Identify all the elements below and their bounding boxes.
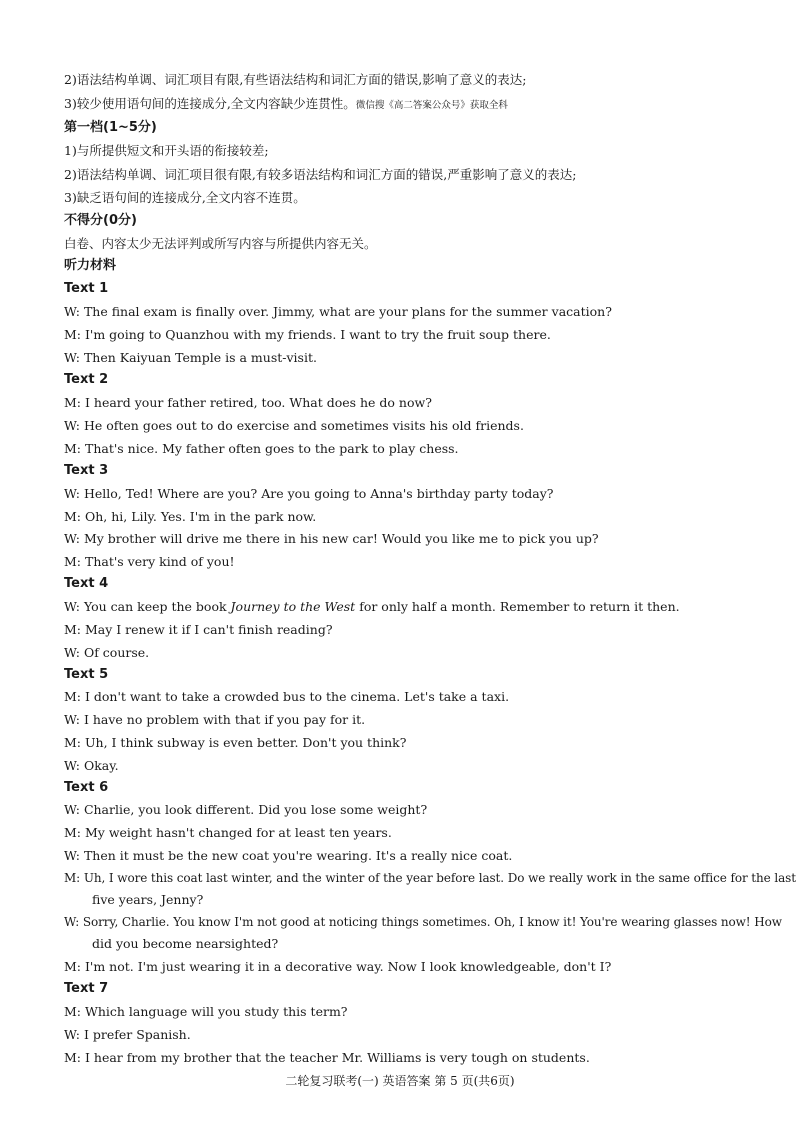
dialogue-line: W: Then Kaiyuan Temple is a must-visit.: [64, 350, 317, 365]
dialogue-line: M: Which language will you study this term?: [64, 1004, 348, 1019]
section-title: 听力材料: [64, 258, 117, 273]
dialogue-text: W: You can keep the book: [64, 599, 231, 614]
band-title: 第一档(1~5分): [64, 120, 157, 135]
dialogue-line: M: Uh, I think subway is even better. Don't you think?: [64, 735, 407, 750]
dialogue-line: W: Of course.: [64, 645, 150, 660]
dialogue-line: W: I prefer Spanish.: [64, 1027, 191, 1042]
dialogue-line: M: Uh, I wore this coat last winter, and the winter of the year before last. Do we really work in the same office for the last: [64, 871, 796, 885]
text-title: Text 3: [64, 463, 109, 478]
watermark-note: 微信搜《高二答案公众号》获取全科: [355, 100, 508, 111]
dialogue-line: W: My brother will drive me there in his new car! Would you like me to pick you up?: [64, 531, 599, 546]
dialogue-line: M: Oh, hi, Lily. Yes. I'm in the park now.: [64, 509, 317, 524]
rubric-line: 1)与所提供短文和开头语的衔接较差;: [64, 143, 269, 158]
rubric-line: 3)缺乏语句间的连接成分,全文内容不连贯。: [64, 190, 306, 205]
dialogue-line: M: That's very kind of you!: [64, 554, 235, 569]
rubric-line: [64, 96, 760, 114]
rubric-line: 2)语法结构单调、词汇项目很有限,有较多语法结构和词汇方面的错误,严重影响了意义的表达;: [64, 167, 577, 182]
dialogue-line: [64, 599, 760, 615]
dialogue-line: M: I heard your father retired, too. What does he do now?: [64, 395, 432, 410]
dialogue-line: M: I don't want to take a crowded bus to the cinema. Let's take a taxi.: [64, 689, 510, 704]
rubric-text: 3)较少使用语句间的连接成分,全文内容缺少连贯性。: [64, 96, 356, 111]
dialogue-line-continued: five years, Jenny?: [92, 892, 204, 907]
book-title: Journey to the West: [230, 599, 356, 614]
dialogue-line: W: He often goes out to do exercise and sometimes visits his old friends.: [64, 418, 524, 433]
dialogue-line: M: May I renew it if I can't finish reading?: [64, 622, 333, 637]
page-footer: 二轮复习联考(一) 英语答案 第 5 页(共6页): [285, 1074, 515, 1088]
dialogue-line: M: I'm going to Quanzhou with my friends. I want to try the fruit soup there.: [64, 327, 551, 342]
dialogue-line: W: Charlie, you look different. Did you lose some weight?: [64, 802, 428, 817]
text-title: Text 4: [64, 576, 109, 591]
dialogue-line: M: I hear from my brother that the teacher Mr. Williams is very tough on students.: [64, 1050, 590, 1065]
text-title: Text 6: [64, 780, 109, 795]
dialogue-text: for only half a month. Remember to return it then.: [355, 599, 680, 614]
rubric-line: 白卷、内容太少无法评判或所写内容与所提供内容无关。: [64, 236, 377, 251]
rubric-line: 2)语法结构单调、词汇项目有限,有些语法结构和词汇方面的错误,影响了意义的表达;: [64, 72, 527, 87]
dialogue-line: W: Sorry, Charlie. You know I'm not good at noticing things sometimes. Oh, I know it! You're wearing glasses now! How: [64, 915, 782, 929]
dialogue-line: M: My weight hasn't changed for at least ten years.: [64, 825, 392, 840]
dialogue-line-continued: did you become nearsighted?: [92, 936, 279, 951]
text-title: Text 5: [64, 667, 109, 682]
dialogue-line: W: Okay.: [64, 758, 119, 773]
dialogue-line: W: The final exam is finally over. Jimmy, what are your plans for the summer vacation?: [64, 304, 612, 319]
dialogue-line: W: I have no problem with that if you pay for it.: [64, 712, 366, 727]
dialogue-line: M: I'm not. I'm just wearing it in a decorative way. Now I look knowledgeable, don't I?: [64, 959, 612, 974]
band-title: 不得分(0分): [64, 213, 137, 228]
text-title: Text 7: [64, 981, 109, 996]
dialogue-line: W: Then it must be the new coat you're wearing. It's a really nice coat.: [64, 848, 513, 863]
dialogue-line: W: Hello, Ted! Where are you? Are you going to Anna's birthday party today?: [64, 486, 554, 501]
text-title: Text 2: [64, 372, 109, 387]
text-title: Text 1: [64, 281, 109, 296]
dialogue-line: M: That's nice. My father often goes to the park to play chess.: [64, 441, 459, 456]
